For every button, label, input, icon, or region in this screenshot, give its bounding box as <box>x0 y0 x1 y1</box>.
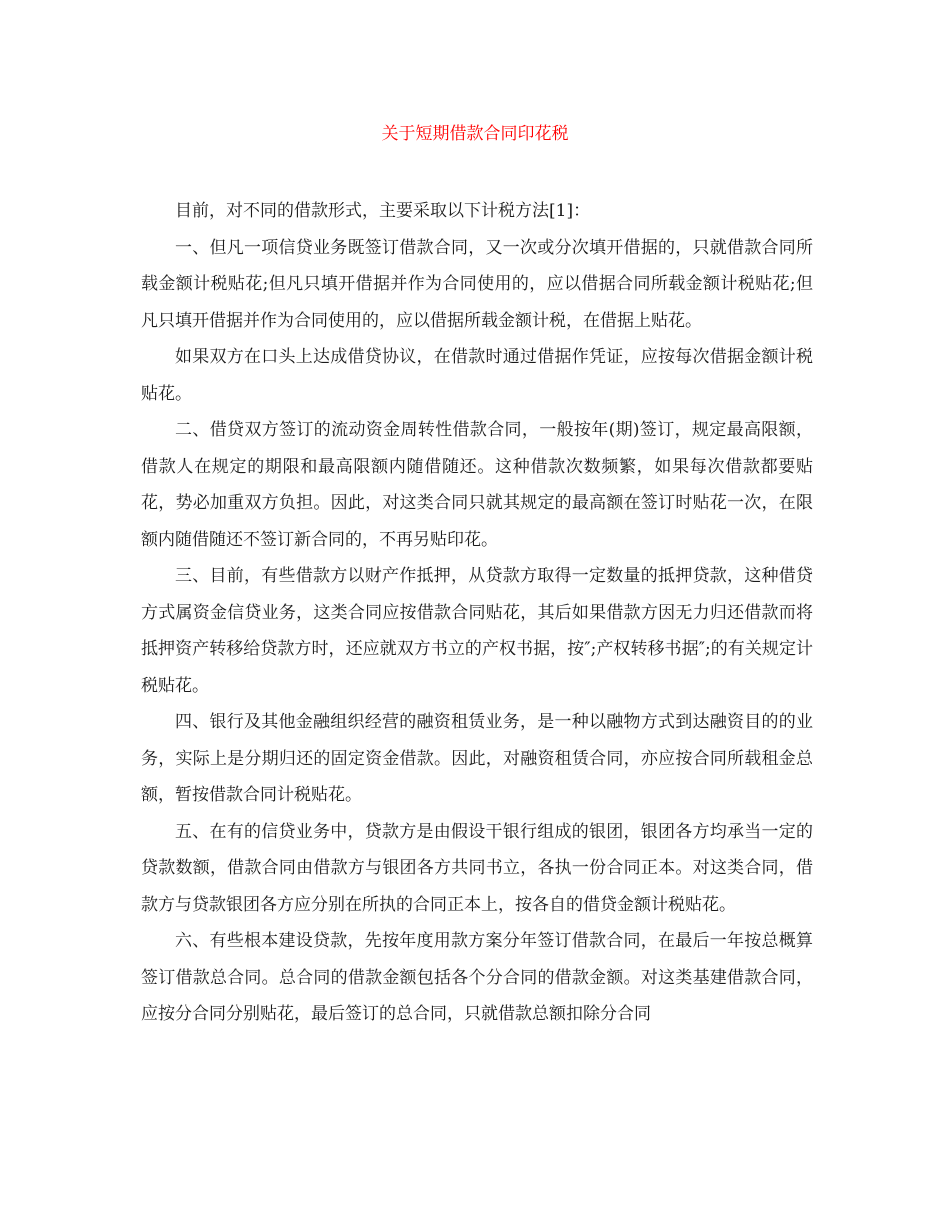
paragraph-item-1: 一、但凡一项信贷业务既签订借款合同，又一次或分次填开借据的，只就借款合同所载金额计税贴花;但凡只填开借据并作为合同使用的，应以借据合同所载金额计税贴花;但凡只填开借据并作为合同使用的，应以借据所载金额计税，在借据上贴花。 <box>141 237 813 331</box>
document-body <box>141 193 813 1033</box>
paragraph-item-6: 六、有些根本建设贷款，先按年度用款方案分年签订借款合同，在最后一年按总概算签订借款总合同。总合同的借款金额包括各个分合同的借款金额。对这类基建借款合同，应按分合同分别贴花，最后签订的总合同，只就借款总额扣除分合同 <box>141 931 813 1024</box>
paragraph-item-2: 二、借贷双方签订的流动资金周转性借款合同，一般按年(期)签订，规定最高限额，借款人在规定的期限和最高限额内随借随还。这种借款次数频繁，如果每次借款都要贴花，势必加重双方负担。因此，对这类合同只就其规定的最高额在签订时贴花一次，在限额内随借随还不签订新合同的，不再另贴印花。 <box>141 420 813 550</box>
paragraph-item-3: 三、目前，有些借款方以财产作抵押，从贷款方取得一定数量的抵押贷款，这种借贷方式属资金信贷业务，这类合同应按借款合同贴花，其后如果借款方因无力归还借款而将抵押资产转移给贷款方时，还应就双方书立的产权书据，按″;产权转移书据″;的有关规定计税贴花。 <box>141 566 813 696</box>
paragraph-intro: 目前，对不同的借款形式，主要采取以下计税方法[1]： <box>175 201 591 221</box>
paragraph-item-5: 五、在有的信贷业务中，贷款方是由假设干银行组成的银团，银团各方均承当一定的贷款数额，借款合同由借款方与银团各方共同书立，各执一份合同正本。对这类合同，借款方与贷款银团各方应分别在所执的合同正本上，按各自的借贷金额计税贴花。 <box>141 821 813 915</box>
document-title: 关于短期借款合同印花税 <box>381 124 569 144</box>
paragraph-item-4: 四、银行及其他金融组织经营的融资租赁业务，是一种以融物方式到达融资目的的业务，实际上是分期归还的固定资金借款。因此，对融资租赁合同，亦应按合同所载租金总额，暂按借款合同计税贴花。 <box>141 712 813 805</box>
paragraph-item-1-note: 如果双方在口头上达成借贷协议，在借款时通过借据作凭证，应按每次借据金额计税贴花。 <box>141 347 813 404</box>
